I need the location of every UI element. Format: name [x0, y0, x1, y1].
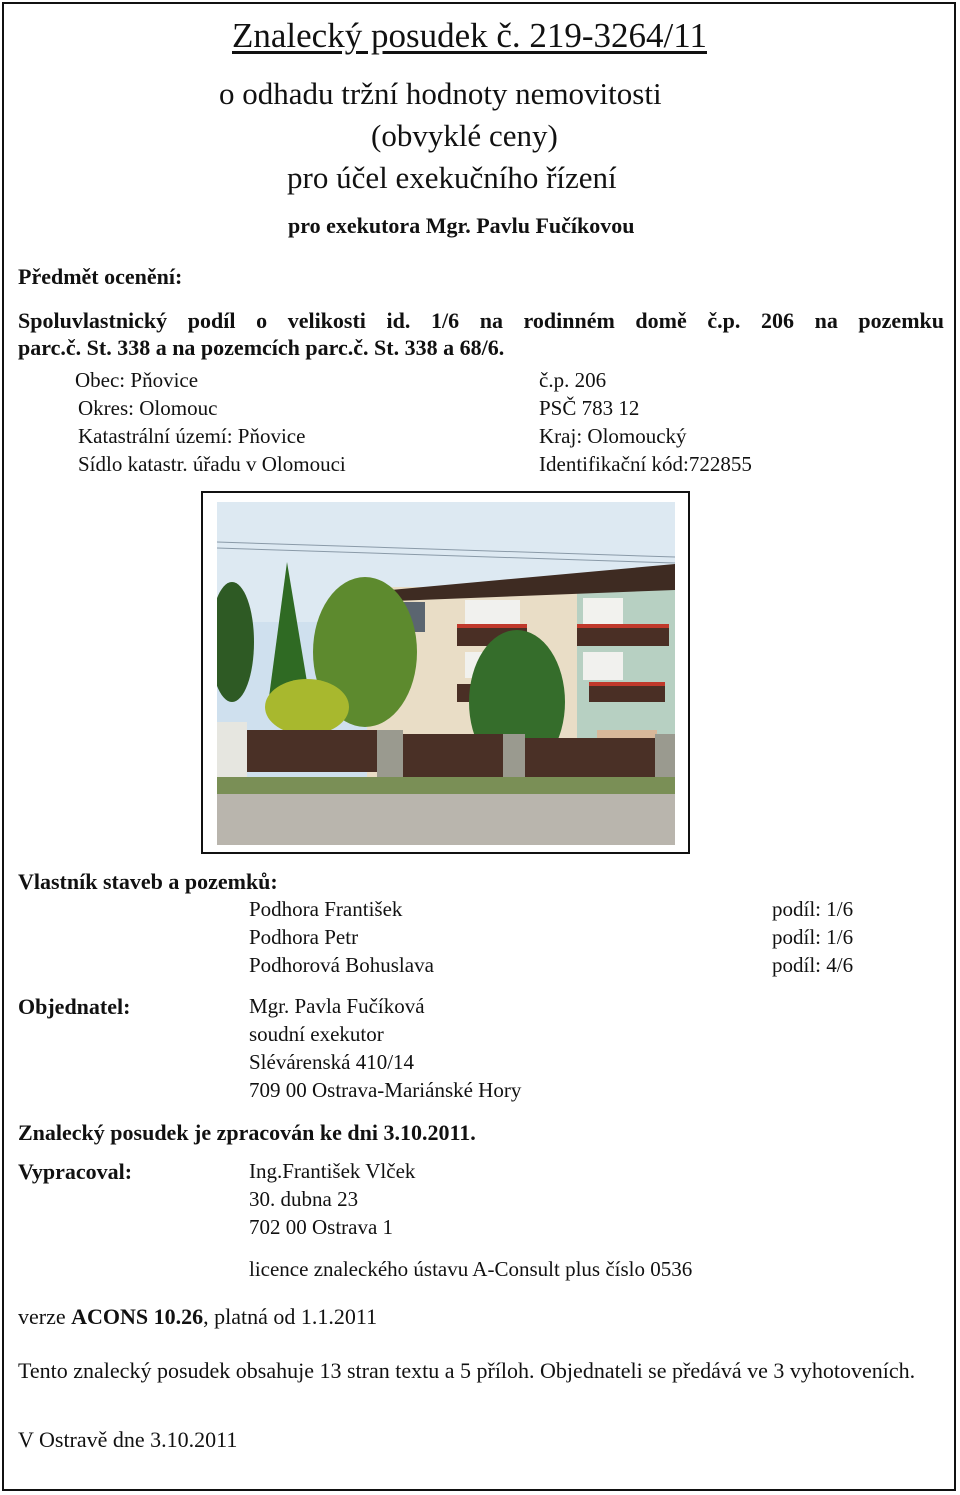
closing-paragraph: Tento znalecký posudek obsahuje 13 stran textu a 5 příloh. Objednateli se předává ve 3 vyhotoveních.	[18, 1358, 916, 1383]
location-okres: Okres: Olomouc	[78, 396, 218, 420]
location-cp: č.p. 206	[539, 368, 607, 392]
subject-description-line-2: parc.č. St. 338 a na pozemcích parc.č. St. 338 a 68/6.	[18, 335, 505, 360]
location-obec: Obec: Pňovice	[75, 368, 199, 392]
owner-name-2: Podhora Petr	[249, 925, 359, 949]
subject-label: Předmět ocenění:	[18, 264, 183, 289]
owners-label: Vlastník staveb a pozemků:	[18, 869, 278, 894]
subtitle-line-1: o odhadu tržní hodnoty nemovitosti	[219, 76, 662, 111]
subject-description-line-1: Spoluvlastnický podíl o velikosti id. 1/6 na rodinném domě č.p. 206 na pozemku	[18, 308, 944, 333]
document-title: Znalecký posudek č. 219-3264/11	[232, 16, 707, 55]
author-label: Vypracoval:	[18, 1159, 133, 1184]
executor-line: pro exekutora Mgr. Pavlu Fučíkovou	[288, 213, 635, 238]
author-license: licence znaleckého ústavu A-Consult plus číslo 0536	[249, 1257, 693, 1281]
version-product: ACONS 10.26	[71, 1304, 204, 1329]
client-line-2: soudní exekutor	[249, 1022, 384, 1046]
author-line-1: Ing.František Vlček	[249, 1159, 416, 1183]
house-photo	[217, 502, 675, 845]
subtitle-line-3: pro účel exekučního řízení	[287, 160, 617, 195]
owner-share-2: podíl: 1/6	[772, 925, 854, 949]
house-photo-frame	[201, 491, 690, 854]
client-line-4: 709 00 Ostrava-Mariánské Hory	[249, 1078, 522, 1102]
client-line-1: Mgr. Pavla Fučíková	[249, 994, 425, 1018]
version-line	[18, 1304, 377, 1330]
prepared-date: Znalecký posudek je zpracován ke dni 3.10.2011.	[18, 1120, 476, 1145]
client-label: Objednatel:	[18, 994, 131, 1019]
author-line-3: 702 00 Ostrava 1	[249, 1215, 394, 1239]
client-line-3: Slévárenská 410/14	[249, 1050, 415, 1074]
owner-name-3: Podhorová Bohuslava	[249, 953, 434, 977]
version-suffix: , platná od 1.1.2011	[203, 1304, 378, 1329]
location-katastr: Katastrální území: Pňovice	[78, 424, 306, 448]
location-psc: PSČ 783 12	[539, 396, 640, 420]
owner-share-3: podíl: 4/6	[772, 953, 854, 977]
owner-share-1: podíl: 1/6	[772, 897, 854, 921]
subtitle-line-2: (obvyklé ceny)	[371, 118, 558, 153]
location-kod: Identifikační kód:722855	[539, 452, 752, 476]
author-line-2: 30. dubna 23	[249, 1187, 359, 1211]
location-kraj: Kraj: Olomoucký	[539, 424, 687, 448]
version-prefix: verze	[18, 1304, 72, 1329]
owner-name-1: Podhora František	[249, 897, 403, 921]
location-sidlo: Sídlo katastr. úřadu v Olomouci	[78, 452, 346, 476]
place-date: V Ostravě dne 3.10.2011	[18, 1427, 238, 1452]
